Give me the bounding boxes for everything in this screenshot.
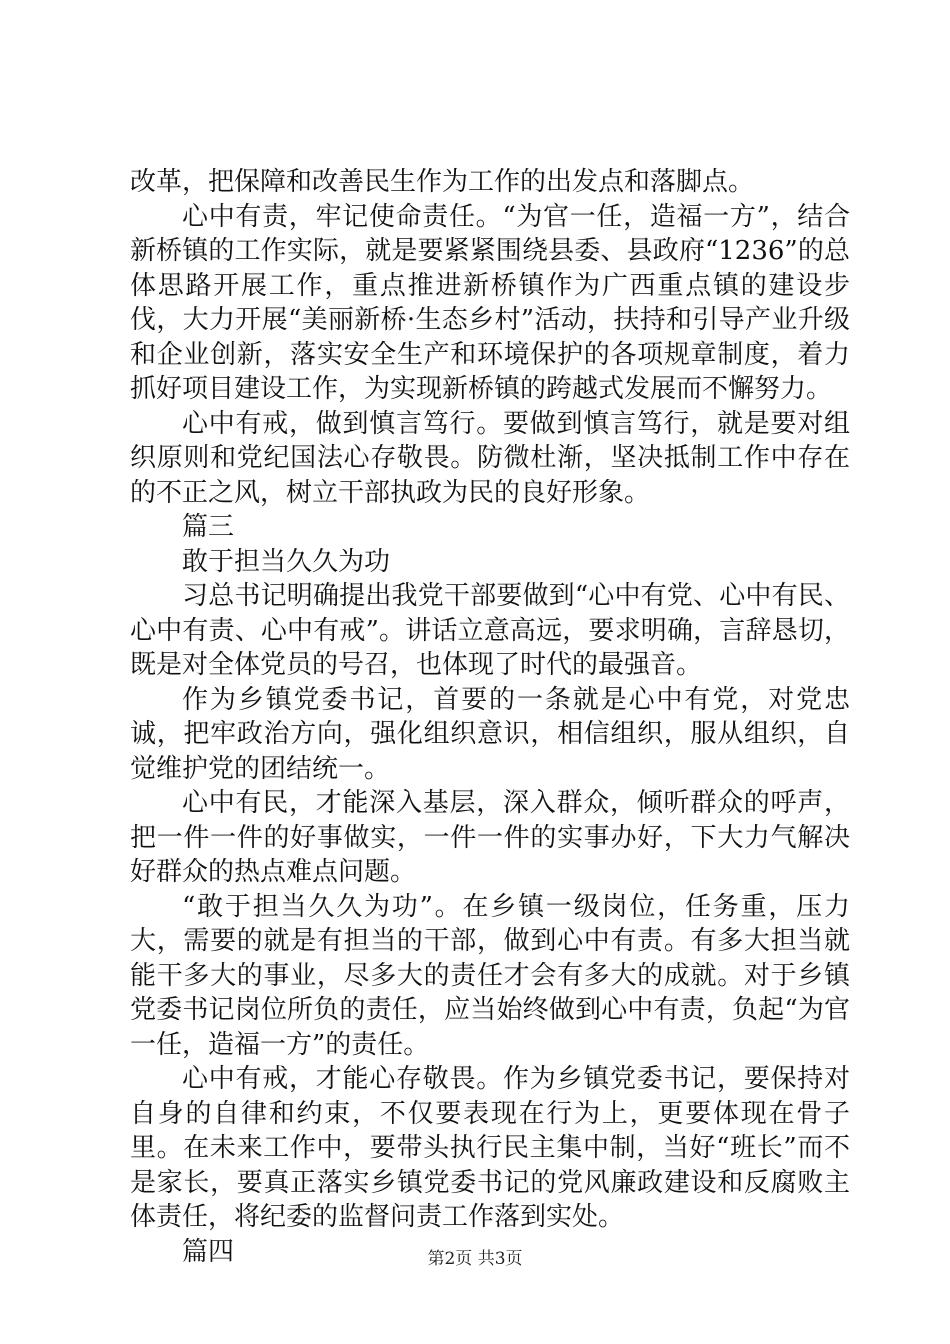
paragraph: 心中有戒，做到慎言笃行。要做到慎言笃行，就是要对组织原则和党纪国法心存敬畏。防微杜渐，坚决抵制工作中存在的不正之风，树立干部执政为民的良好形象。 — [130, 408, 850, 508]
section-heading: 篇四 — [182, 1236, 235, 1267]
document-body — [130, 165, 850, 1269]
section-heading: 篇三 — [182, 512, 235, 542]
paragraph: 作为乡镇党委书记，首要的一条就是心中有党，对党忠诚，把牢政治方向，强化组织意识，相信组织，服从组织，自觉维护党的团结统一。 — [130, 684, 850, 784]
paragraph: 习总书记明确提出我党干部要做到“心中有党、心中有民、心中有责、心中有戒”。讲话立意高远，要求明确，言辞恳切，既是对全体党员的号召，也体现了时代的最强音。 — [130, 581, 850, 680]
page-footer — [0, 1244, 950, 1269]
paragraph: 心中有责，牢记使命责任。“为官一任，造福一方”，结合新桥镇的工作实际，就是要紧紧围绕县委、县政府“1236”的总体思路开展工作，重点推进新桥镇作为广西重点镇的建设步伐，大力开展“美丽新桥·生态乡村”活动，扶持和引导产业升级和企业创新，落实安全生产和环境保护的各项规章制度，着力抓好项目建设工作，为实现新桥镇的跨越式发展而不懈努力。 — [130, 201, 850, 404]
paragraph: 心中有戒，才能心存敬畏。作为乡镇党委书记，要保持对自身的自律和约束，不仅要表现在行为上，更要体现在骨子里。在未来工作中，要带头执行民主集中制，当好“班长”而不是家长，要真正落实乡镇党委书记的党风廉政建设和反腐败主体责任，将纪委的监督问责工作落到实处。 — [130, 1064, 850, 1232]
paragraph: 心中有民，才能深入基层，深入群众，倾听群众的呼声，把一件一件的好事做实，一件一件的实事办好，下大力气解决好群众的热点难点问题。 — [130, 788, 850, 887]
article-title: 敢于担当久久为功 — [182, 546, 391, 577]
paragraph: “敢于担当久久为功”。在乡镇一级岗位，任务重，压力大，需要的就是有担当的干部，做到心中有责。有多大担当就能干多大的事业，尽多大的责任才会有多大的成就。对于乡镇党委书记岗位所负的责任，应当始终做到心中有责，负起“为官一任，造福一方”的责任。 — [130, 891, 850, 1060]
page-number: 第2页 共3页 — [427, 1249, 523, 1269]
paragraph: 改革，把保障和改善民生作为工作的出发点和落脚点。 — [130, 167, 755, 197]
